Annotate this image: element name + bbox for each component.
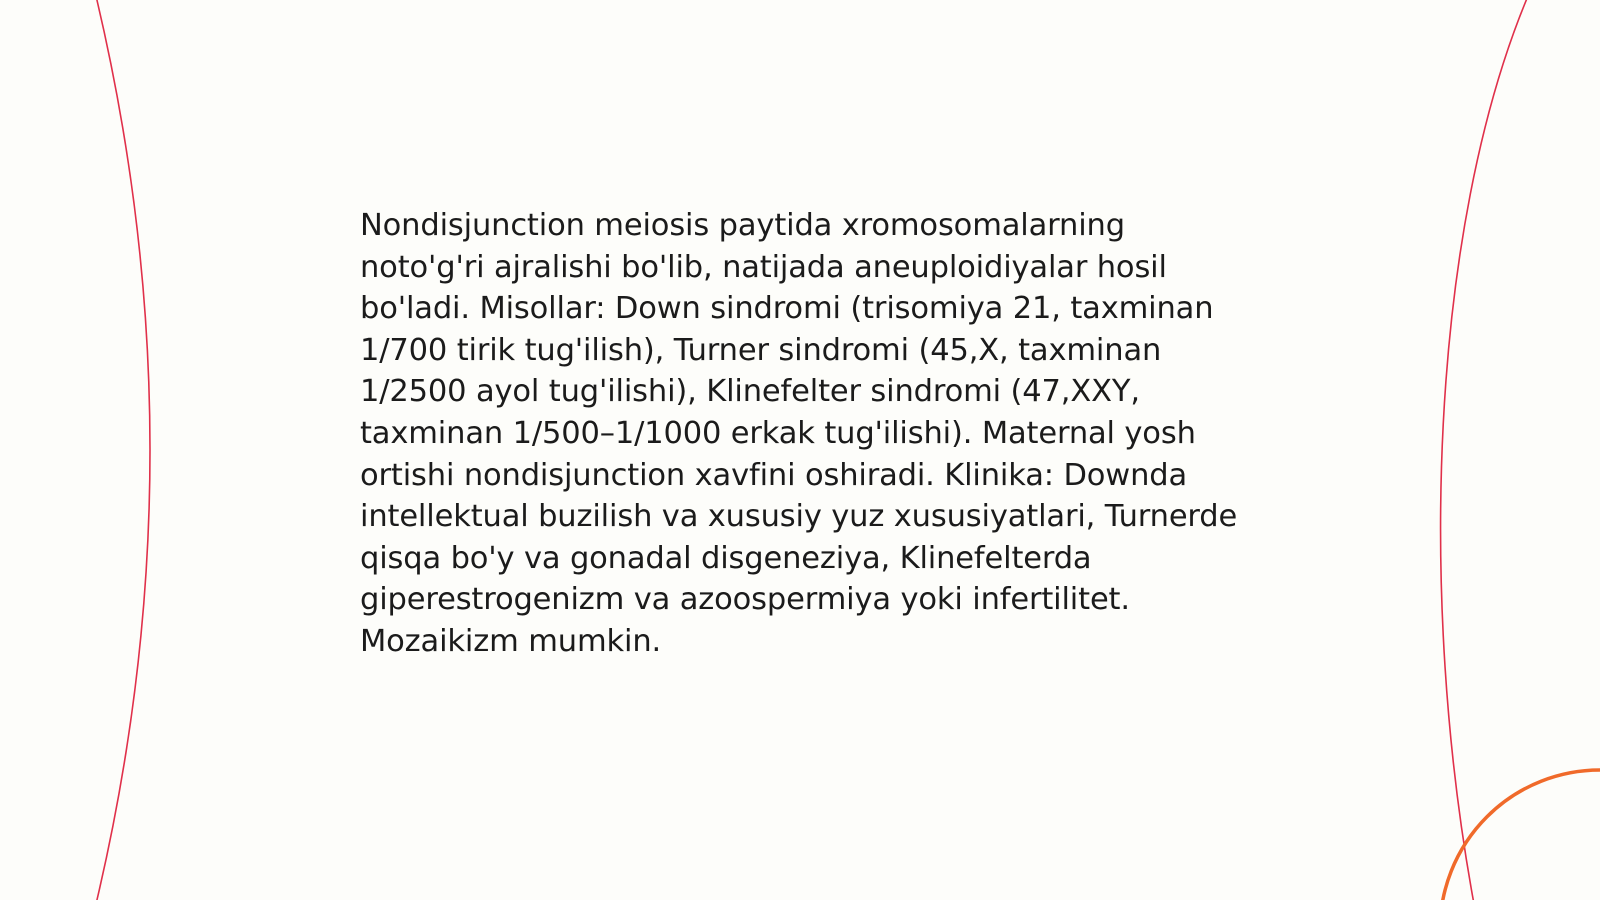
- left-curve-line: [96, 0, 150, 900]
- orange-accent-arc: [1440, 770, 1600, 900]
- right-curve-line: [1441, 0, 1528, 900]
- body-paragraph: Nondisjunction meiosis paytida xromosomalarning noto'g'ri ajralishi bo'lib, natijada aneuploidiyalar hosil bo'ladi. Misollar: Down sindromi (trisomiya 21, taxminan 1/700 tirik tug'ilish), Turner sindromi (45,X, taxminan 1/2500 ayol tug'ilishi), Klinefelter sindromi (47,XXY, taxminan 1/500–1/1000 erkak tug'ilishi). Maternal yosh ortishi nondisjunction xavfini oshiradi. Klinika: Downda intellektual buzilish va xususiy yuz xususiyatlari, Turnerde qisqa bo'y va gonadal disgeneziya, Klinefelterda giperestrogenizm va azoospermiya yoki infertilitet. Mozaikizm mumkin.: [360, 208, 1238, 659]
